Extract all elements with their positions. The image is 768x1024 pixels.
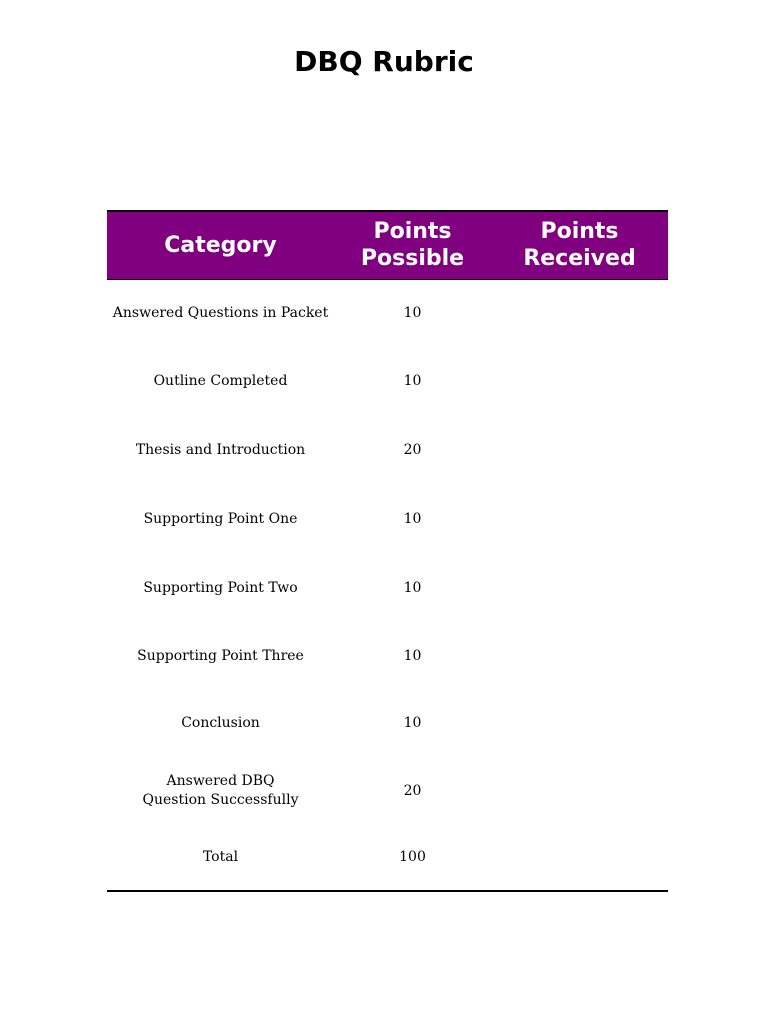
- category-cell: Outline Completed: [153, 373, 288, 389]
- table-row: [107, 623, 668, 690]
- points-received-cell[interactable]: [491, 623, 668, 690]
- table-row: [107, 347, 668, 416]
- points-possible-cell: 10: [403, 715, 422, 731]
- points-received-cell[interactable]: [491, 485, 668, 554]
- points-possible-cell: 10: [403, 648, 422, 664]
- table-row: [107, 554, 668, 623]
- header-category: Category: [107, 211, 334, 279]
- table-row: [107, 690, 668, 757]
- header-points-received: Points Received: [491, 211, 668, 279]
- points-possible-cell: 10: [403, 304, 422, 321]
- total-possible-cell: 100: [334, 825, 491, 891]
- category-cell: Supporting Point One: [143, 511, 298, 527]
- points-possible-cell: 10: [403, 511, 422, 527]
- category-cell: Answered Questions in Packet: [112, 304, 329, 321]
- category-cell: Supporting Point Three: [137, 648, 304, 664]
- total-label-cell: Total: [107, 825, 334, 891]
- header-points-possible: Points Possible: [334, 211, 491, 279]
- points-received-cell[interactable]: [491, 416, 668, 485]
- table-row: [107, 416, 668, 485]
- rubric-table: [107, 210, 668, 892]
- page-title: DBQ Rubric: [294, 45, 474, 78]
- points-possible-cell: 10: [403, 580, 422, 596]
- points-possible-cell: 20: [403, 782, 422, 799]
- points-received-cell[interactable]: [491, 690, 668, 757]
- category-cell: Supporting Point Two: [143, 580, 298, 596]
- total-received-cell[interactable]: [491, 825, 668, 891]
- category-cell: Thesis and Introduction: [135, 442, 306, 458]
- category-cell: Answered DBQ Question Successfully: [142, 773, 299, 808]
- table-row: [107, 757, 668, 825]
- category-cell: Conclusion: [181, 715, 260, 731]
- table-row: [107, 485, 668, 554]
- points-possible-cell: 20: [403, 442, 422, 458]
- table-row-total: [107, 825, 668, 891]
- points-received-cell[interactable]: [491, 554, 668, 623]
- table-header-row: [107, 211, 668, 279]
- table-row: [107, 279, 668, 347]
- points-received-cell[interactable]: [491, 279, 668, 347]
- points-possible-cell: 10: [403, 373, 422, 389]
- points-received-cell[interactable]: [491, 757, 668, 825]
- points-received-cell[interactable]: [491, 347, 668, 416]
